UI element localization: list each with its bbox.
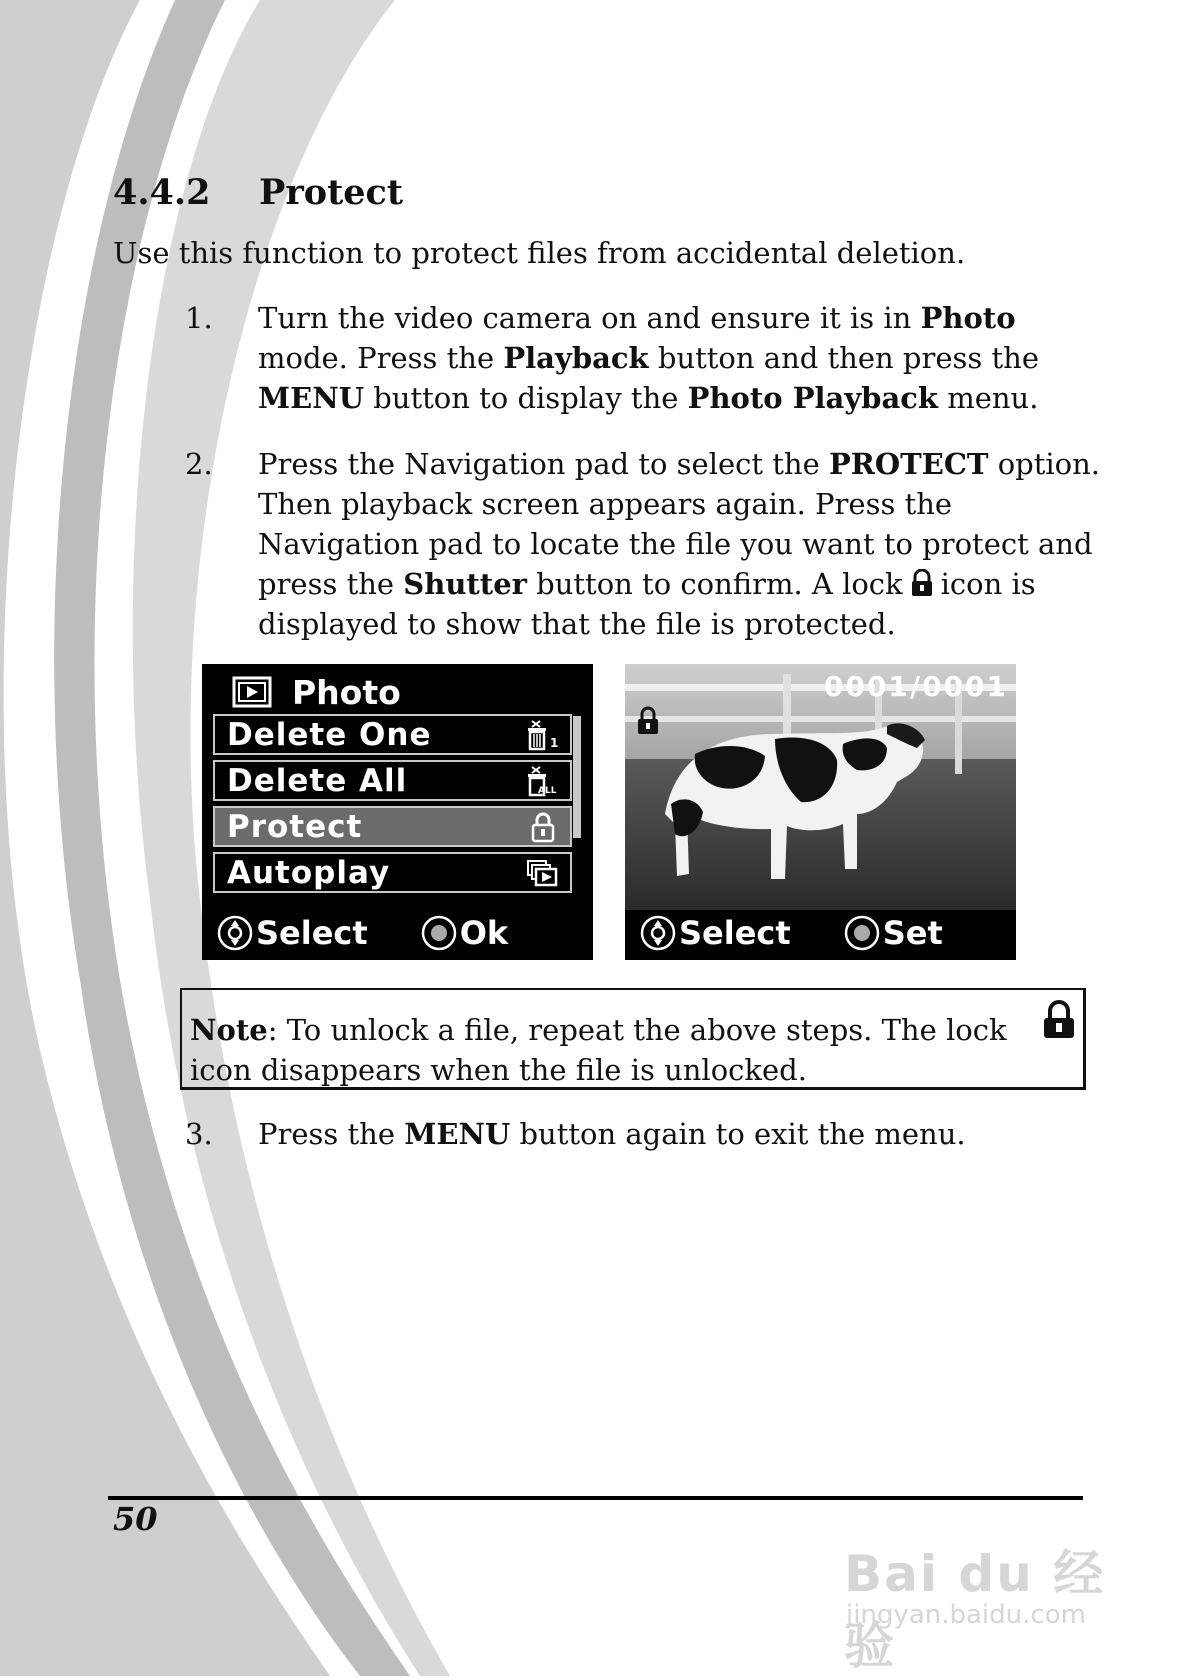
section-heading xyxy=(113,172,403,213)
file-counter: 0001/0001 xyxy=(823,670,1008,703)
slideshow-icon xyxy=(526,857,560,889)
step-number: 3. xyxy=(185,1117,213,1151)
page-number: 50 xyxy=(113,1500,158,1538)
step-number: 1. xyxy=(185,301,213,335)
select-label: Select xyxy=(256,914,368,952)
lock-icon xyxy=(635,706,661,736)
ok-button-icon xyxy=(420,914,458,952)
watermark-brand: Bai du 经验 xyxy=(844,1545,1106,1675)
step-number: 2. xyxy=(185,447,213,481)
section-title: Protect xyxy=(259,172,404,213)
select-button[interactable] xyxy=(639,914,791,952)
playback-icon xyxy=(232,676,272,708)
menu-item-label: Delete All xyxy=(227,762,408,799)
baidu-watermark xyxy=(840,1530,1140,1675)
trash-all-icon xyxy=(526,765,560,797)
menu-item-label: Autoplay xyxy=(227,854,391,891)
lock-icon xyxy=(526,811,560,843)
menu-header xyxy=(232,672,401,712)
ok-label: Ok xyxy=(459,914,509,952)
lock-icon xyxy=(909,569,935,597)
trash-one-icon xyxy=(526,719,560,751)
note-box xyxy=(180,988,1086,1090)
section-number: 4.4.2 xyxy=(113,172,211,213)
menu-item-label: Delete One xyxy=(227,716,432,753)
photo-screen-footer xyxy=(625,906,1016,960)
step-text: Press the Navigation pad to select the PROTECT option. Then playback screen appears again. Press the Navigation pad to locate the file you want to protect and press the Shutter button to confirm. A lock icon is displayed to show that the file is protected. xyxy=(258,447,1101,641)
menu-item-delete-all[interactable] xyxy=(213,760,572,801)
photo-menu-screen xyxy=(202,664,593,960)
footer-rule xyxy=(108,1496,1083,1500)
menu-item-label: Protect xyxy=(227,808,363,845)
menu-item-delete-one[interactable] xyxy=(213,714,572,755)
note-text: Note: To unlock a file, repeat the above steps. The lock icon disappears when the file is unlocked. xyxy=(190,1013,1007,1087)
menu-item-autoplay[interactable] xyxy=(213,852,572,893)
menu-screen-footer xyxy=(202,906,593,960)
svg-text:ALL: ALL xyxy=(538,785,557,796)
set-button[interactable] xyxy=(843,914,943,952)
menu-title: Photo xyxy=(292,672,401,712)
svg-text:1: 1 xyxy=(550,735,559,750)
photo-playback-screen xyxy=(625,664,1016,960)
ok-button[interactable] xyxy=(420,914,508,952)
menu-scrollbar[interactable] xyxy=(573,716,581,838)
select-button[interactable] xyxy=(216,914,368,952)
navigation-pad-icon xyxy=(216,914,254,952)
lock-icon xyxy=(1041,1000,1077,1040)
intro-text: Use this function to protect files from accidental deletion. xyxy=(113,236,966,270)
navigation-pad-icon xyxy=(639,914,677,952)
menu-list xyxy=(213,714,572,898)
step-text: Press the MENU button again to exit the menu. xyxy=(258,1117,966,1151)
menu-item-protect[interactable] xyxy=(213,806,572,847)
step-text: Turn the video camera on and ensure it is in Photo mode. Press the Playback button and then press the MENU button to display the Photo Playback menu. xyxy=(258,301,1039,415)
ok-button-icon xyxy=(843,914,881,952)
select-label: Select xyxy=(679,914,791,952)
note-label: Note xyxy=(190,1013,268,1047)
set-label: Set xyxy=(882,914,943,952)
watermark-site: jingyan.baidu.com xyxy=(846,1600,1086,1630)
